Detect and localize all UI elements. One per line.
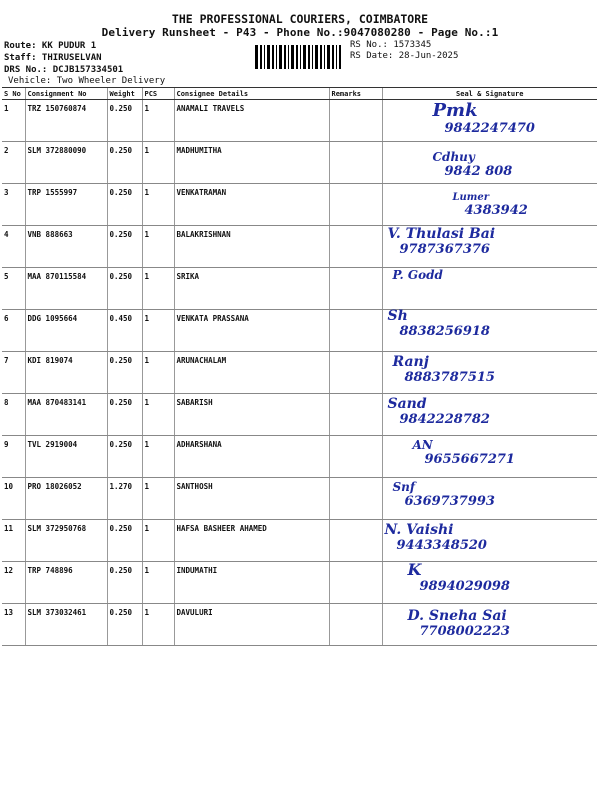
signature-name: P. Godd bbox=[392, 268, 443, 282]
pieces: 1 bbox=[142, 478, 174, 520]
column-header: Remarks bbox=[329, 88, 382, 100]
document-title: THE PROFESSIONAL COURIERS, COIMBATORE bbox=[171, 12, 429, 26]
remarks-cell bbox=[329, 436, 382, 478]
table-row bbox=[2, 520, 597, 562]
handwritten-signature bbox=[388, 396, 490, 427]
signature-name: V. Thulasi Bai bbox=[387, 226, 496, 242]
consignee-name: DAVULURI bbox=[174, 604, 329, 646]
consignment-number: PRO 18026052 bbox=[25, 478, 107, 520]
consignment-number: SLM 373032461 bbox=[25, 604, 107, 646]
weight: 0.250 bbox=[107, 226, 142, 268]
consignment-number: KDI 819074 bbox=[25, 352, 107, 394]
signature-name: D. Sneha Sai bbox=[407, 608, 507, 624]
consignee-name: SANTHOSH bbox=[174, 478, 329, 520]
table-row bbox=[2, 394, 597, 436]
handwritten-signature bbox=[393, 268, 443, 297]
serial-number: 6 bbox=[2, 310, 25, 352]
signature-phone: 6369737993 bbox=[404, 494, 495, 509]
pieces: 1 bbox=[142, 352, 174, 394]
consignment-number: SLM 372950768 bbox=[25, 520, 107, 562]
handwritten-signature bbox=[408, 560, 510, 594]
signature-cell bbox=[382, 478, 597, 520]
signature-name: Pmk bbox=[432, 100, 478, 121]
consignment-number: TRZ 150760874 bbox=[25, 100, 107, 142]
table-row bbox=[2, 226, 597, 268]
signature-cell bbox=[382, 226, 597, 268]
remarks-cell bbox=[329, 562, 382, 604]
rs-date: RS Date: 28-Jun-2025 bbox=[350, 51, 459, 61]
weight: 0.250 bbox=[107, 142, 142, 184]
handwritten-signature bbox=[433, 100, 535, 136]
table-row bbox=[2, 604, 597, 646]
remarks-cell bbox=[329, 478, 382, 520]
remarks-cell bbox=[329, 100, 382, 142]
table-row bbox=[2, 562, 597, 604]
weight: 0.250 bbox=[107, 394, 142, 436]
signature-phone: 8883787515 bbox=[404, 370, 495, 385]
table-row bbox=[2, 478, 597, 520]
signature-phone: 9443348520 bbox=[396, 538, 487, 553]
signature-cell bbox=[382, 604, 597, 646]
serial-number: 12 bbox=[2, 562, 25, 604]
serial-number: 7 bbox=[2, 352, 25, 394]
serial-number: 1 bbox=[2, 100, 25, 142]
pieces: 1 bbox=[142, 520, 174, 562]
remarks-cell bbox=[329, 310, 382, 352]
signature-phone: 9787367376 bbox=[399, 242, 490, 257]
weight: 0.250 bbox=[107, 520, 142, 562]
consignee-name: MADHUMITHA bbox=[174, 142, 329, 184]
pieces: 1 bbox=[142, 268, 174, 310]
remarks-cell bbox=[329, 184, 382, 226]
pieces: 1 bbox=[142, 394, 174, 436]
table-row bbox=[2, 436, 597, 478]
serial-number: 10 bbox=[2, 478, 25, 520]
consignee-name: BALAKRISHNAN bbox=[174, 226, 329, 268]
consignee-name: HAFSA BASHEER AHAMED bbox=[174, 520, 329, 562]
signature-name: Ranj bbox=[392, 354, 429, 370]
serial-number: 8 bbox=[2, 394, 25, 436]
pieces: 1 bbox=[142, 604, 174, 646]
table-row bbox=[2, 184, 597, 226]
document-subtitle: Delivery Runsheet - P43 - Phone No.:9047080280 - Page No.:1 bbox=[101, 26, 499, 39]
column-header: PCS bbox=[142, 88, 174, 100]
signature-phone: 9894029098 bbox=[419, 579, 510, 594]
rs-number: RS No.: 1573345 bbox=[350, 40, 432, 50]
pieces: 1 bbox=[142, 562, 174, 604]
consignee-name: SRIKA bbox=[174, 268, 329, 310]
remarks-cell bbox=[329, 268, 382, 310]
remarks-cell bbox=[329, 226, 382, 268]
pieces: 1 bbox=[142, 226, 174, 268]
handwritten-signature bbox=[413, 438, 515, 467]
signature-cell bbox=[382, 352, 597, 394]
signature-cell bbox=[382, 520, 597, 562]
weight: 0.250 bbox=[107, 352, 142, 394]
pieces: 1 bbox=[142, 184, 174, 226]
remarks-cell bbox=[329, 394, 382, 436]
column-header: S No bbox=[2, 88, 25, 100]
table-row bbox=[2, 100, 597, 142]
signature-name: Snf bbox=[392, 480, 416, 494]
serial-number: 13 bbox=[2, 604, 25, 646]
column-header: Consignment No bbox=[25, 88, 107, 100]
pieces: 1 bbox=[142, 310, 174, 352]
signature-phone: 7708002223 bbox=[419, 624, 510, 639]
signature-name: K bbox=[407, 560, 422, 579]
table-row bbox=[2, 268, 597, 310]
pieces: 1 bbox=[142, 100, 174, 142]
table-row bbox=[2, 352, 597, 394]
signature-phone: 4383942 bbox=[464, 203, 528, 218]
serial-number: 9 bbox=[2, 436, 25, 478]
column-header: Consignee Details bbox=[174, 88, 329, 100]
handwritten-signature bbox=[393, 480, 495, 509]
handwritten-signature bbox=[388, 308, 490, 339]
pieces: 1 bbox=[142, 142, 174, 184]
remarks-cell bbox=[329, 352, 382, 394]
weight: 1.270 bbox=[107, 478, 142, 520]
signature-cell bbox=[382, 100, 597, 142]
signature-cell bbox=[382, 394, 597, 436]
signature-name: Lumer bbox=[452, 192, 490, 203]
handwritten-signature bbox=[433, 150, 513, 179]
vehicle-label: Vehicle: Two Wheeler Delivery bbox=[8, 76, 166, 86]
signature-name: AN bbox=[412, 438, 433, 452]
serial-number: 2 bbox=[2, 142, 25, 184]
weight: 0.250 bbox=[107, 268, 142, 310]
table-header-row bbox=[2, 88, 597, 100]
column-header: Weight bbox=[107, 88, 142, 100]
consignment-number: SLM 372880090 bbox=[25, 142, 107, 184]
remarks-cell bbox=[329, 142, 382, 184]
delivery-table bbox=[2, 87, 597, 646]
consignee-name: SABARISH bbox=[174, 394, 329, 436]
signature-phone: 8838256918 bbox=[399, 324, 490, 339]
signature-name: Sand bbox=[387, 396, 427, 412]
signature-cell bbox=[382, 562, 597, 604]
weight: 0.250 bbox=[107, 100, 142, 142]
signature-phone: 9655667271 bbox=[424, 452, 515, 467]
staff-label: Staff: THIRUSELVAN bbox=[4, 53, 102, 63]
weight: 0.250 bbox=[107, 562, 142, 604]
consignment-number: MAA 870483141 bbox=[25, 394, 107, 436]
signature-cell bbox=[382, 436, 597, 478]
signature-cell bbox=[382, 142, 597, 184]
handwritten-signature bbox=[453, 192, 528, 218]
serial-number: 5 bbox=[2, 268, 25, 310]
consignee-name: ARUNACHALAM bbox=[174, 352, 329, 394]
weight: 0.250 bbox=[107, 604, 142, 646]
consignment-number: VNB 888663 bbox=[25, 226, 107, 268]
pieces: 1 bbox=[142, 436, 174, 478]
consignee-name: ANAMALI TRAVELS bbox=[174, 100, 329, 142]
consignment-number: TRP 748896 bbox=[25, 562, 107, 604]
drs-label: DRS No.: DCJB157334501 bbox=[4, 65, 124, 75]
signature-name: N. Vaishi bbox=[384, 522, 454, 538]
consignee-name: VENKATRAMAN bbox=[174, 184, 329, 226]
handwritten-signature bbox=[393, 354, 495, 385]
remarks-cell bbox=[329, 520, 382, 562]
serial-number: 11 bbox=[2, 520, 25, 562]
handwritten-signature bbox=[388, 226, 496, 257]
signature-cell bbox=[382, 184, 597, 226]
serial-number: 4 bbox=[2, 226, 25, 268]
barcode-image bbox=[255, 45, 341, 69]
signature-phone: 9842228782 bbox=[399, 412, 490, 427]
signature-phone: 9842247470 bbox=[444, 121, 535, 136]
table-row bbox=[2, 310, 597, 352]
consignment-number: MAA 870115584 bbox=[25, 268, 107, 310]
route-label: Route: KK PUDUR 1 bbox=[4, 41, 97, 51]
handwritten-signature bbox=[385, 522, 487, 553]
remarks-cell bbox=[329, 604, 382, 646]
serial-number: 3 bbox=[2, 184, 25, 226]
signature-cell bbox=[382, 268, 597, 310]
table-row bbox=[2, 142, 597, 184]
consignment-number: DDG 1095664 bbox=[25, 310, 107, 352]
handwritten-signature bbox=[408, 608, 510, 639]
weight: 0.450 bbox=[107, 310, 142, 352]
consignee-name: ADHARSHANA bbox=[174, 436, 329, 478]
consignee-name: INDUMATHI bbox=[174, 562, 329, 604]
signature-name: Cdhuy bbox=[432, 150, 475, 164]
weight: 0.250 bbox=[107, 436, 142, 478]
consignment-number: TVL 2919004 bbox=[25, 436, 107, 478]
column-header: Seal & Signature bbox=[382, 88, 597, 100]
consignee-name: VENKATA PRASSANA bbox=[174, 310, 329, 352]
signature-name: Sh bbox=[387, 308, 408, 324]
signature-phone: 9842 808 bbox=[444, 164, 513, 179]
weight: 0.250 bbox=[107, 184, 142, 226]
signature-cell bbox=[382, 310, 597, 352]
consignment-number: TRP 1555997 bbox=[25, 184, 107, 226]
